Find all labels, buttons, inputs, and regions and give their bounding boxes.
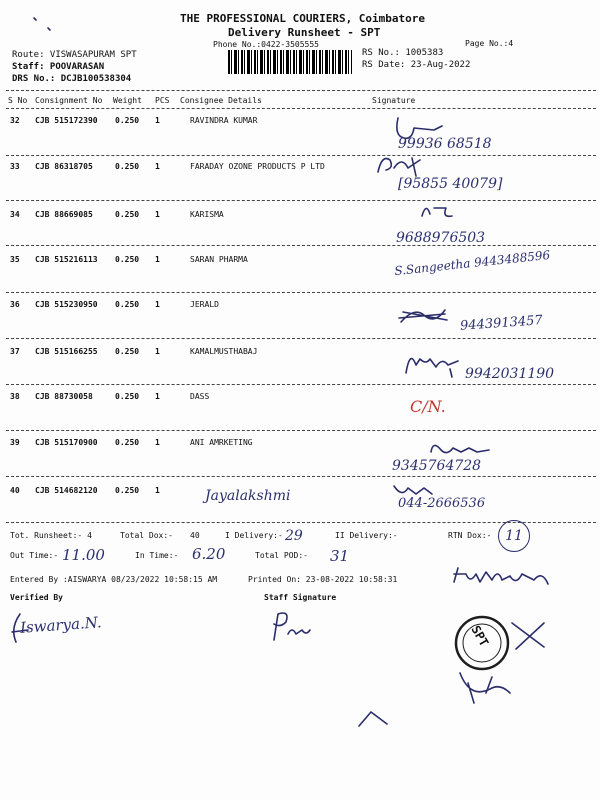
barcode [228,50,352,74]
col-signature: Signature [372,96,416,105]
row-weight: 0.250 [115,438,140,447]
row-consignee: ANI AMRKETING [190,438,253,447]
pen-mark [355,706,395,730]
row-consignee: RAVINDRA KUMAR [190,116,258,125]
row-rule [6,476,596,477]
phone-number: Phone No.:0422-3505555 [213,40,319,49]
rtn-dox-label: RTN Dox:- [448,531,492,540]
note-cn: C/N. [410,397,446,416]
route-label: Route: VISWASAPURAM SPT [12,50,137,60]
row-consignment: CJB 514682120 [35,486,98,495]
row-pcs: 1 [155,162,160,171]
verifier-signature: Iswarya.N. [19,613,103,637]
drs-number: DRS No.: DCJB100538304 [12,74,132,84]
row-sno: 36 [10,300,20,309]
row-consignment: CJB 88730058 [35,392,93,401]
row-sno: 40 [10,486,20,495]
row-rule [6,245,596,246]
row-pcs: 1 [155,116,160,125]
row-sno: 32 [10,116,20,125]
in-time-label: In Time:- [135,551,179,560]
row-consignee: SARAN PHARMA [190,255,248,264]
total-runsheet: Tot. Runsheet:- 4 [10,531,92,540]
row-consignee-handwritten: Jayalakshmi [205,488,291,504]
col-consignment: Consignment No [35,96,103,105]
out-time-label: Out Time:- [10,551,59,560]
total-dox-label: Total Dox:- [120,531,173,540]
note-phone: 99936 68518 [398,136,492,152]
row-pcs: 1 [155,255,160,264]
row-pcs: 1 [155,300,160,309]
stamp-text: SPT [468,623,492,649]
row-pcs: 1 [155,392,160,401]
row-weight: 0.250 [115,162,140,171]
in-time-value: 6.20 [192,545,226,563]
signature-scribble [425,436,495,460]
row-consignment: CJB 88669085 [35,210,93,219]
total-pod-value: 31 [330,547,350,565]
i-delivery-value: 29 [285,528,303,544]
note-phone: 044-2666536 [398,496,486,511]
total-pod-label: Total POD:- [255,551,308,560]
row-consignee: KARISMA [190,210,224,219]
printed-on: Printed On: 23-08-2022 10:58:31 [248,575,398,584]
note-phone: 9942031190 [465,366,555,382]
row-sno: 34 [10,210,20,219]
rs-date: RS Date: 23-Aug-2022 [362,60,471,70]
header-rule-bottom [6,108,596,109]
row-rule [6,155,596,156]
row-weight: 0.250 [115,210,140,219]
page-number: Page No.:4 [465,39,514,48]
runsheet-title: Delivery Runsheet - SPT [228,26,381,39]
row-weight: 0.250 [115,347,140,356]
row-consignment: CJB 515166255 [35,347,98,356]
signature-scribble [418,198,458,222]
row-consignee: JERALD [190,300,219,309]
note-phone: S.Sangeetha 9443488596 [393,247,551,279]
col-pcs: PCS [155,96,170,105]
row-rule [6,384,596,385]
row-weight: 0.250 [115,255,140,264]
total-dox-value: 40 [190,531,200,540]
row-sno: 39 [10,438,20,447]
signature-scribble [390,110,450,145]
row-weight: 0.250 [115,392,140,401]
note-phone: 9345764728 [392,458,482,474]
row-sno: 37 [10,347,20,356]
col-sno: S No [8,96,28,105]
signature-scribble [6,608,36,648]
spt-stamp [440,603,565,713]
company-title: THE PROFESSIONAL COURIERS, Coimbatore [180,12,426,25]
signature-scribble [448,560,558,595]
row-weight: 0.250 [115,486,140,495]
row-consignee: FARADAY OZONE PRODUCTS P LTD [190,162,325,171]
signature-scribble [400,345,470,380]
out-time-value: 11.00 [62,546,105,564]
rtn-dox-value: 11 [498,520,530,552]
row-rule [6,430,596,431]
row-pcs: 1 [155,438,160,447]
row-sno: 33 [10,162,20,171]
note-phone: 9688976503 [396,230,486,246]
staff-signature-scribble [266,606,316,646]
note-phone: 9443913457 [459,313,544,334]
row-consignment: CJB 515216113 [35,255,98,264]
note-phone: [95855 40079] [398,176,503,192]
row-consignment: CJB 515230950 [35,300,98,309]
ii-delivery-label: II Delivery:- [335,531,398,540]
rs-number: RS No.: 1005383 [362,48,444,58]
row-consignee: KAMALMUSTHABAJ [190,347,258,356]
row-rule [6,200,596,201]
row-sno: 35 [10,255,20,264]
row-rule [6,292,596,293]
row-rule [6,338,596,339]
i-delivery-label: I Delivery:- [225,531,283,540]
row-pcs: 1 [155,486,160,495]
signature-scribble [372,150,432,180]
staff-label: Staff: POOVARASAN [12,62,105,72]
signature-scribble [395,300,465,330]
signature-scribble [390,480,450,502]
row-consignment: CJB 86318705 [35,162,93,171]
row-consignment: CJB 515170900 [35,438,98,447]
staff-signature-label: Staff Signature [264,593,337,602]
col-weight: Weight [113,96,142,105]
row-sno: 38 [10,392,20,401]
col-consignee: Consignee Details [180,96,262,105]
row-weight: 0.250 [115,300,140,309]
row-consignee: DASS [190,392,210,401]
verified-by-label: Verified By [10,593,63,602]
scan-speck [30,14,60,34]
row-weight: 0.250 [115,116,140,125]
header-rule-top [6,90,596,91]
row-pcs: 1 [155,210,160,219]
row-consignment: CJB 515172390 [35,116,98,125]
row-pcs: 1 [155,347,160,356]
entered-by: Entered By :AISWARYA 08/23/2022 10:58:15 AM [10,575,218,584]
